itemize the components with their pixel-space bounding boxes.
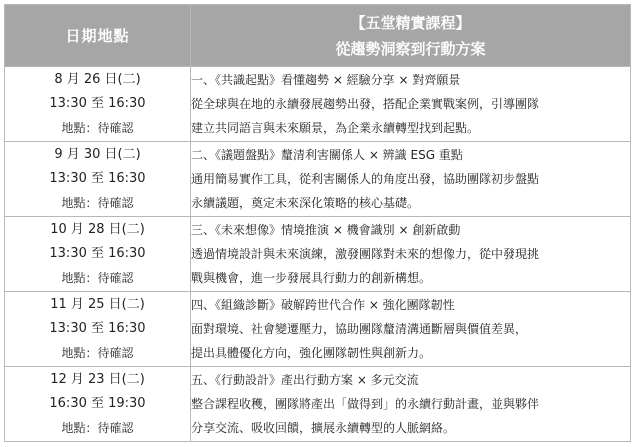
session-location: 地點：待確認	[61, 121, 134, 135]
session-date: 8 月 26 日(二)	[54, 72, 141, 87]
table-body	[5, 67, 631, 442]
session-desc-line: 面對環境、社會變遷壓力，協助團隊釐清溝通斷層與價值差異，	[191, 322, 528, 336]
session-time: 13:30 至 16:30	[49, 96, 146, 111]
session-date: 9 月 30 日(二)	[54, 147, 141, 162]
session-time: 13:30 至 16:30	[49, 321, 146, 336]
header-course-line1: 【五堂精實課程】	[350, 13, 471, 32]
session-desc-line: 分享交流、吸收回饋，擴展永續轉型的人脈網絡。	[191, 421, 456, 435]
session-location: 地點：待確認	[61, 421, 134, 435]
session-date: 11 月 25 日(二)	[50, 297, 145, 312]
session-title: 三、《未來想像》情境推演 × 機會識別 × 創新啟動	[191, 223, 461, 237]
date-cell	[5, 292, 191, 367]
session-title: 五、《行動設計》產出行動方案 × 多元交流	[191, 373, 419, 387]
session-desc-line: 從全球與在地的永續發展趨勢出發，搭配企業實戰案例，引導團隊	[191, 97, 540, 111]
header-course-title	[191, 5, 631, 67]
session-location: 地點：待確認	[61, 271, 134, 285]
description-cell	[191, 292, 631, 367]
table-header	[5, 5, 631, 67]
table-row	[5, 217, 631, 292]
table-row	[5, 292, 631, 367]
table-row	[5, 142, 631, 217]
session-desc-line: 建立共同語言與未來願景，為企業永續轉型找到起點。	[191, 121, 480, 135]
session-desc-line: 通用簡易實作工具，從利害關係人的角度出發，協助團隊初步盤點	[191, 172, 540, 186]
session-title: 四、《組織診斷》破解跨世代合作 × 強化團隊韌性	[191, 298, 455, 312]
session-title: 二、《議題盤點》釐清利害關係人 × 辨識 ESG 重點	[191, 148, 463, 162]
description-cell	[191, 67, 631, 142]
session-location: 地點：待確認	[61, 196, 134, 210]
session-time: 13:30 至 16:30	[49, 171, 146, 186]
description-cell	[191, 367, 631, 442]
session-date: 10 月 28 日(二)	[50, 222, 145, 237]
table-row	[5, 67, 631, 142]
session-desc-line: 整合課程收穫，團隊將產出「做得到」的永續行動計畫，並與夥伴	[191, 397, 540, 411]
session-location: 地點：待確認	[61, 346, 134, 360]
session-time: 13:30 至 16:30	[49, 246, 146, 261]
table-row	[5, 367, 631, 442]
description-cell	[191, 217, 631, 292]
session-time: 16:30 至 19:30	[49, 396, 146, 411]
session-title: 一、《共識起點》看懂趨勢 × 經驗分享 × 對齊願景	[191, 73, 461, 87]
session-desc-line: 戰與機會，進一步發展具行動力的創新構想。	[191, 271, 432, 285]
session-desc-line: 提出具體優化方向，強化團隊韌性與創新力。	[191, 346, 432, 360]
session-date: 12 月 23 日(二)	[50, 372, 145, 387]
date-cell	[5, 217, 191, 292]
session-desc-line: 永續議題，奠定未來深化策略的核心基礎。	[191, 196, 420, 210]
header-date-location: 日期地點	[5, 5, 191, 67]
header-row	[5, 5, 631, 67]
session-desc-line: 透過情境設計與未來演練，激發團隊對未來的想像力，從中發現挑	[191, 247, 540, 261]
date-cell	[5, 367, 191, 442]
description-cell	[191, 142, 631, 217]
date-cell	[5, 67, 191, 142]
date-cell	[5, 142, 191, 217]
header-course-line2: 從趨勢洞察到行動方案	[335, 39, 486, 58]
course-schedule-table	[4, 4, 631, 442]
